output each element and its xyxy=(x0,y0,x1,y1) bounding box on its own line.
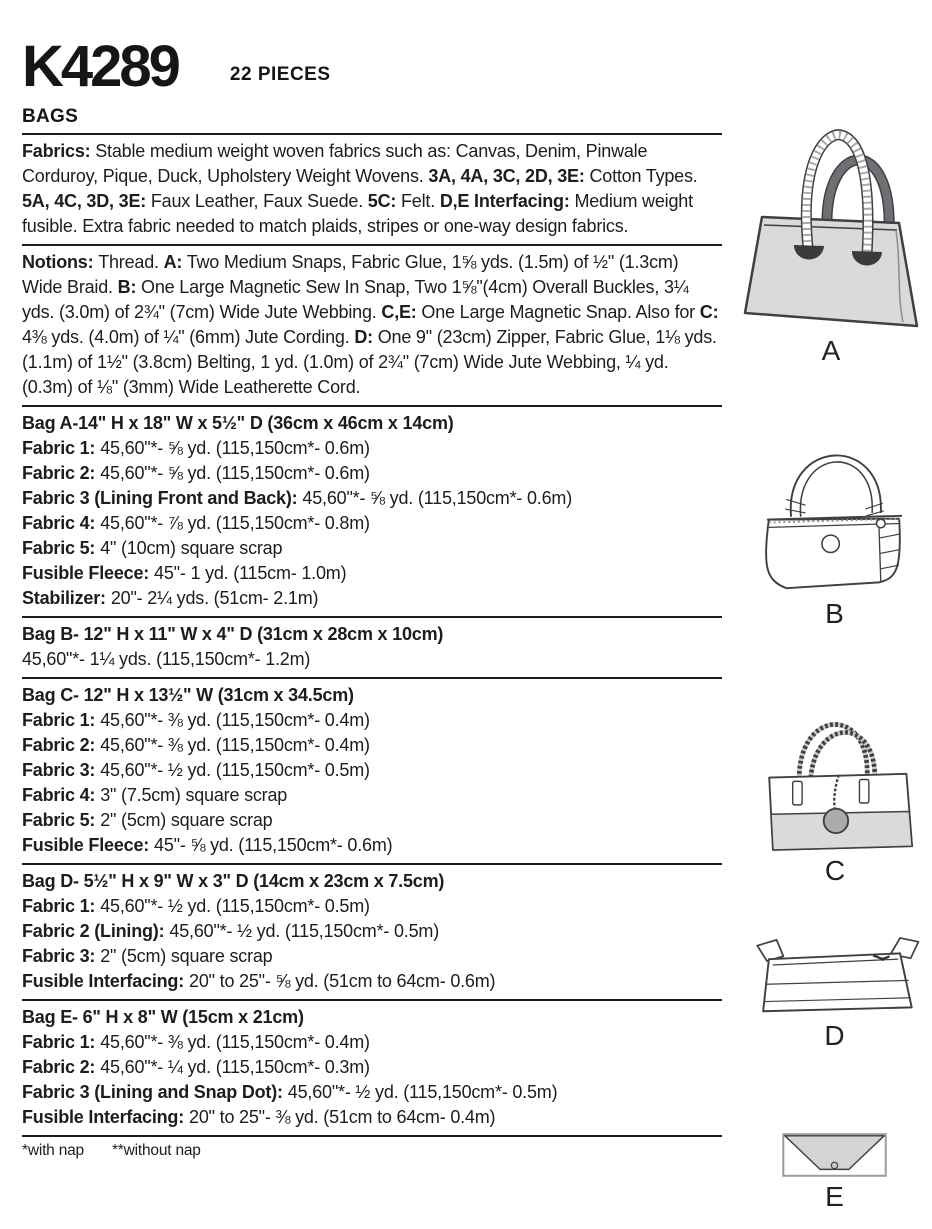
bag-e-fabric-1: Fabric 1: 45,60"*- ⅜ yd. (115,150cm*- 0.4m) xyxy=(22,1032,370,1052)
bag-e-illustration xyxy=(753,1131,916,1179)
pieces-count: 22 PIECES xyxy=(229,64,331,85)
bag-d-fabric-1: Fabric 1: 45,60"*- ½ yd. (115,150cm*- 0.5m) xyxy=(22,896,370,916)
bag-b-illustration xyxy=(738,424,931,596)
figure-bag-a xyxy=(730,98,932,367)
bag-a-fusible-fleece: Fusible Fleece: 45"- 1 yd. (115cm- 1.0m) xyxy=(22,563,347,583)
fabrics-section xyxy=(22,133,722,244)
bag-c-section xyxy=(22,677,722,863)
bag-c-title: Bag C- 12" H x 13½" W (31cm x 34.5cm) xyxy=(22,685,354,705)
bag-d-fabric-2: Fabric 2 (Lining): 45,60"*- ½ yd. (115,150cm*- 0.5m) xyxy=(22,921,439,941)
nap-footnote xyxy=(22,1135,722,1160)
bag-a-fabric-4: Fabric 4: 45,60"*- ⅞ yd. (115,150cm*- 0.8m) xyxy=(22,513,370,533)
bag-b-section xyxy=(22,616,722,677)
with-nap-note: *with nap xyxy=(22,1142,84,1159)
bag-a-fabric-1: Fabric 1: 45,60"*- ⅝ yd. (115,150cm*- 0.6m) xyxy=(22,438,370,458)
bag-c-fabric-4: Fabric 4: 3" (7.5cm) square scrap xyxy=(22,785,288,805)
text-column xyxy=(22,10,722,1160)
without-nap-note: **without nap xyxy=(111,1142,201,1159)
bag-a-fabric-5: Fabric 5: 4" (10cm) square scrap xyxy=(22,538,283,558)
bag-c-fusible-fleece: Fusible Fleece: 45"- ⅝ yd. (115,150cm*- 0.6m) xyxy=(22,835,393,855)
bag-c-illustration xyxy=(741,690,929,853)
bag-d-fusible-interfacing: Fusible Interfacing: 20" to 25"- ⅝ yd. (51cm to 64cm- 0.6m) xyxy=(22,971,496,991)
bag-a-illustration xyxy=(731,98,931,333)
bag-b-yardage: 45,60"*- 1¼ yds. (115,150cm*- 1.2m) xyxy=(22,649,311,669)
notions-section xyxy=(22,244,722,405)
bag-a-stabilizer: Stabilizer: 20"- 2¼ yds. (51cm- 2.1m) xyxy=(22,588,319,608)
bag-d-illustration xyxy=(738,936,931,1018)
bag-d-title: Bag D- 5½" H x 9" W x 3" D (14cm x 23cm x 7.5cm) xyxy=(22,871,445,891)
figure-bag-c xyxy=(740,690,930,887)
figure-bag-b xyxy=(737,424,932,630)
bag-e-fusible-interfacing: Fusible Interfacing: 20" to 25"- ⅜ yd. (51cm to 64cm- 0.4m) xyxy=(22,1107,496,1127)
masthead xyxy=(22,10,722,99)
bag-e-section xyxy=(22,999,722,1135)
bag-c-fabric-1: Fabric 1: 45,60"*- ⅜ yd. (115,150cm*- 0.4m) xyxy=(22,710,370,730)
bag-a-section xyxy=(22,405,722,616)
bag-e-fabric-2: Fabric 2: 45,60"*- ¼ yd. (115,150cm*- 0.3m) xyxy=(22,1057,370,1077)
figure-label-b: B xyxy=(825,598,844,629)
figure-bag-e xyxy=(752,1131,917,1213)
bag-d-section xyxy=(22,863,722,999)
bag-c-fabric-3: Fabric 3: 45,60"*- ½ yd. (115,150cm*- 0.5m) xyxy=(22,760,370,780)
figure-label-c: C xyxy=(824,855,846,886)
bag-e-title: Bag E- 6" H x 8" W (15cm x 21cm) xyxy=(22,1007,304,1027)
bag-d-fabric-3: Fabric 3: 2" (5cm) square scrap xyxy=(22,946,273,966)
figure-label-d: D xyxy=(824,1020,845,1051)
notions-paragraph: Notions: Thread. A: Two Medium Snaps, Fabric Glue, 1⅝ yds. (1.5m) of ½" (1.3cm) Wide Braid. B: One Large Magnetic Sew In Snap, Two 1⅝"(4cm) Overall Buckles, 3¼ yds. (3.0m) of 2¾" (7cm) Wide Jute Webbing. C,E: One Large Magnetic Snap. Also for C: 4⅜ yds. (4.0m) of ¼" (6mm) Jute Cording. D: One 9" (23cm) Zipper, Fabric Glue, 1⅛ yds. (1.1m) of 1½" (3.8cm) Belting, 1 yd. (1.0m) of 2¾" (7cm) Wide Jute Webbing, ¼ yd. (0.3m) of ⅛" (3mm) Wide Leatherette Cord. xyxy=(22,252,719,397)
bag-c-fabric-5: Fabric 5: 2" (5cm) square scrap xyxy=(22,810,273,830)
figure-label-e: E xyxy=(825,1181,844,1212)
figure-bag-d xyxy=(737,936,932,1052)
bag-a-fabric-2: Fabric 2: 45,60"*- ⅝ yd. (115,150cm*- 0.6m) xyxy=(22,463,370,483)
category-heading: BAGS xyxy=(22,106,79,127)
bag-a-fabric-3: Fabric 3 (Lining Front and Back): 45,60"*- ⅝ yd. (115,150cm*- 0.6m) xyxy=(22,488,573,508)
bag-b-title: Bag B- 12" H x 11" W x 4" D (31cm x 28cm x 10cm) xyxy=(22,624,444,644)
fabrics-paragraph: Fabrics: Stable medium weight woven fabrics such as: Canvas, Denim, Pinwale Corduroy, Pique, Duck, Upholstery Weight Wovens. 3A, 4A, 3C, 2D, 3E: Cotton Types. 5A, 4C, 3D, 3E: Faux Leather, Faux Suede. 5C: Felt. D,E Interfacing: Medium weight fusible. Extra fabric needed to match plaids, stripes or one-way design fabrics. xyxy=(22,141,698,236)
figure-label-a: A xyxy=(821,335,841,366)
bag-a-title: Bag A-14" H x 18" W x 5½" D (36cm x 46cm x 14cm) xyxy=(22,413,454,433)
pattern-number: K4289 xyxy=(22,33,178,99)
bag-e-fabric-3: Fabric 3 (Lining and Snap Dot): 45,60"*- ½ yd. (115,150cm*- 0.5m) xyxy=(22,1082,558,1102)
bag-c-fabric-2: Fabric 2: 45,60"*- ⅜ yd. (115,150cm*- 0.4m) xyxy=(22,735,370,755)
